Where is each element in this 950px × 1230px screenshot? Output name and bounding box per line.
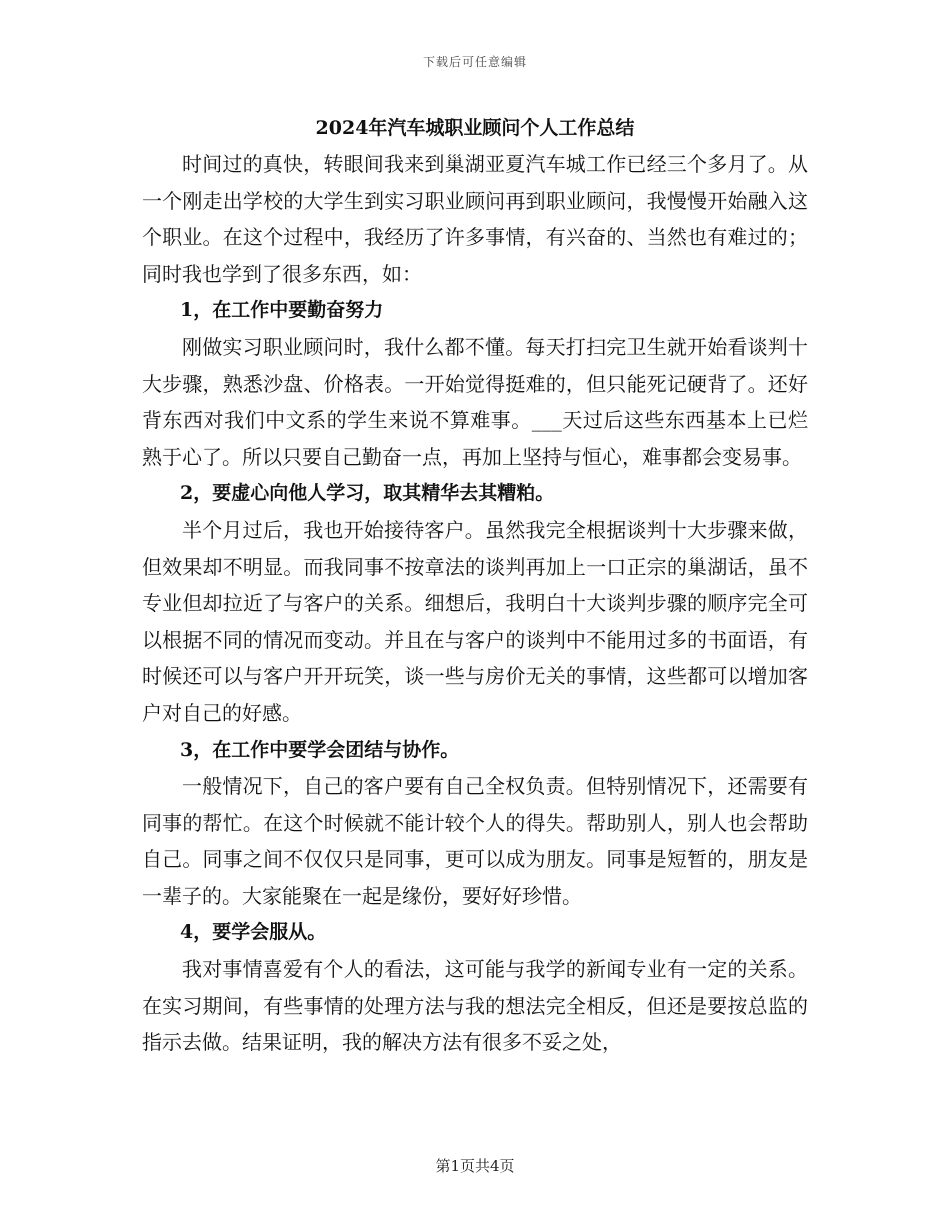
document-body <box>142 112 808 1061</box>
page-footer-number: 第1页共4页 <box>435 1157 515 1175</box>
section-heading-1: 1，在工作中要勤奋努力 <box>180 299 384 322</box>
section-heading-3: 3，在工作中要学会团结与协作。 <box>180 738 460 761</box>
section-body-3: 一般情况下，自己的客户要有自己全权负责。但特别情况下，还需要有同事的帮忙。在这个时候就不能计较个人的得失。帮助别人，别人也会帮助自己。同事之间不仅仅只是同事，更可以成为朋友。同事是短暂的，朋友是一辈子的。大家能聚在一起是缘份，要好好珍惜。 <box>142 774 808 908</box>
section-heading-4: 4，要学会服从。 <box>180 921 327 944</box>
section-heading-2: 2，要虚心向他人学习，取其精华去其糟粕。 <box>180 482 555 505</box>
page-header-note: 下载后可任意编辑 <box>422 55 527 69</box>
intro-paragraph: 时间过的真快，转眼间我来到巢湖亚夏汽车城工作已经三个多月了。从一个刚走出学校的大学生到实习职业顾问再到职业顾问，我慢慢开始融入这个职业。在这个过程中，我经历了许多事情，有兴奋的、当然也有难过的；同时我也学到了很多东西，如： <box>142 152 808 286</box>
section-body-2: 半个月过后，我也开始接待客户。虽然我完全根据谈判十大步骤来做，但效果却不明显。而我同事不按章法的谈判再加上一口正宗的巢湖话，虽不专业但却拉近了与客户的关系。细想后，我明白十大谈判步骤的顺序完全可以根据不同的情况而变动。并且在与客户的谈判中不能用过多的书面语，有时候还可以与客户开开玩笑，谈一些与房价无关的事情，这些都可以增加客户对自己的好感。 <box>142 517 808 725</box>
document-title: 2024年汽车城职业顾问个人工作总结 <box>315 117 635 139</box>
section-body-1: 刚做实习职业顾问时，我什么都不懂。每天打扫完卫生就开始看谈判十大步骤，熟悉沙盘、价格表。一开始觉得挺难的，但只能死记硬背了。还好背东西对我们中文系的学生来说不算难事。___天过后这些东西基本上已烂熟于心了。所以只要自己勤奋一点，再加上坚持与恒心，难事都会变易事。 <box>142 334 808 469</box>
section-body-4: 我对事情喜爱有个人的看法，这可能与我学的新闻专业有一定的关系。在实习期间，有些事情的处理方法与我的想法完全相反，但还是要按总监的指示去做。结果证明，我的解决方法有很多不妥之处， <box>142 957 808 1055</box>
